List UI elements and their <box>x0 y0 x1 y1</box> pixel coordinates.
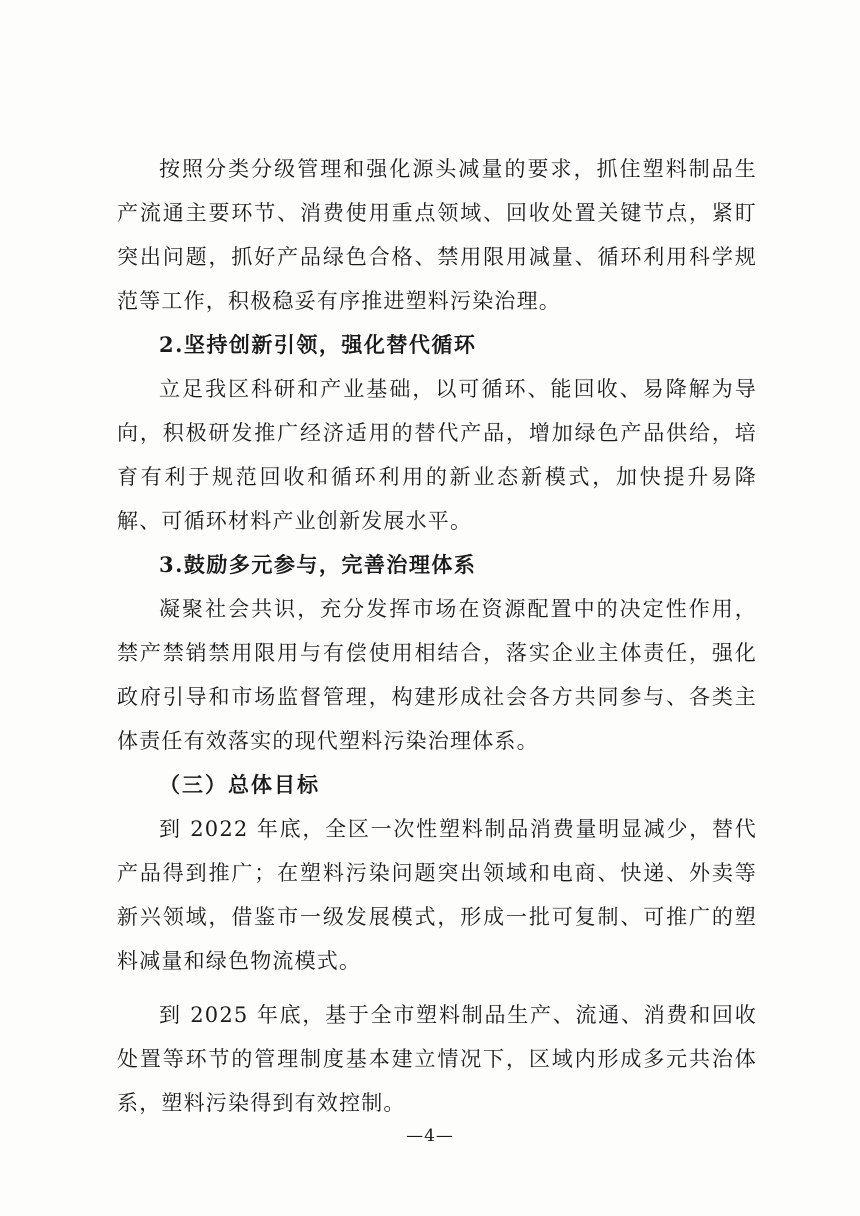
heading-participation: 3.鼓励多元参与，完善治理体系 <box>159 552 477 577</box>
paragraph-goal-2022: 到 2022 年底，全区一次性塑料制品消费量明显减少，替代产品得到推广；在塑料污染问题突出领域和电商、快递、外卖等新兴领域，借鉴市一级发展模式，形成一批可复制、可推广的塑料减量和绿色物流模式。 <box>117 817 757 973</box>
paragraph-goal-2025: 到 2025 年底，基于全市塑料制品生产、流通、消费和回收处置等环节的管理制度基本建立情况下，区域内形成多元共治体系，塑料污染得到有效控制。 <box>117 1003 757 1115</box>
paragraph-spacer <box>117 983 757 993</box>
document-body <box>117 147 757 1125</box>
paragraph-principle-2: 立足我区科研和产业基础，以可循环、能回收、易降解为导向，积极研发推广经济适用的替代产品，增加绿色产品供给，培育有利于规范回收和循环利用的新业态新模式，加快提升易降解、可循环材料产业创新发展水平。 <box>117 377 757 533</box>
page-number: —4— <box>406 1126 454 1146</box>
heading-innovation: 2.坚持创新引领，强化替代循环 <box>159 332 477 357</box>
paragraph-principle-1: 按照分类分级管理和强化源头减量的要求，抓住塑料制品生产流通主要环节、消费使用重点领域、回收处置关键节点，紧盯突出问题，抓好产品绿色合格、禁用限用减量、循环利用科学规范等工作，积极稳妥有序推进塑料污染治理。 <box>117 157 757 313</box>
heading-overall-goals: （三）总体目标 <box>159 772 320 797</box>
paragraph-principle-3: 凝聚社会共识，充分发挥市场在资源配置中的决定性作用，禁产禁销禁用限用与有偿使用相结合，落实企业主体责任，强化政府引导和市场监督管理，构建形成社会各方共同参与、各类主体责任有效落实的现代塑料污染治理体系。 <box>117 597 757 753</box>
